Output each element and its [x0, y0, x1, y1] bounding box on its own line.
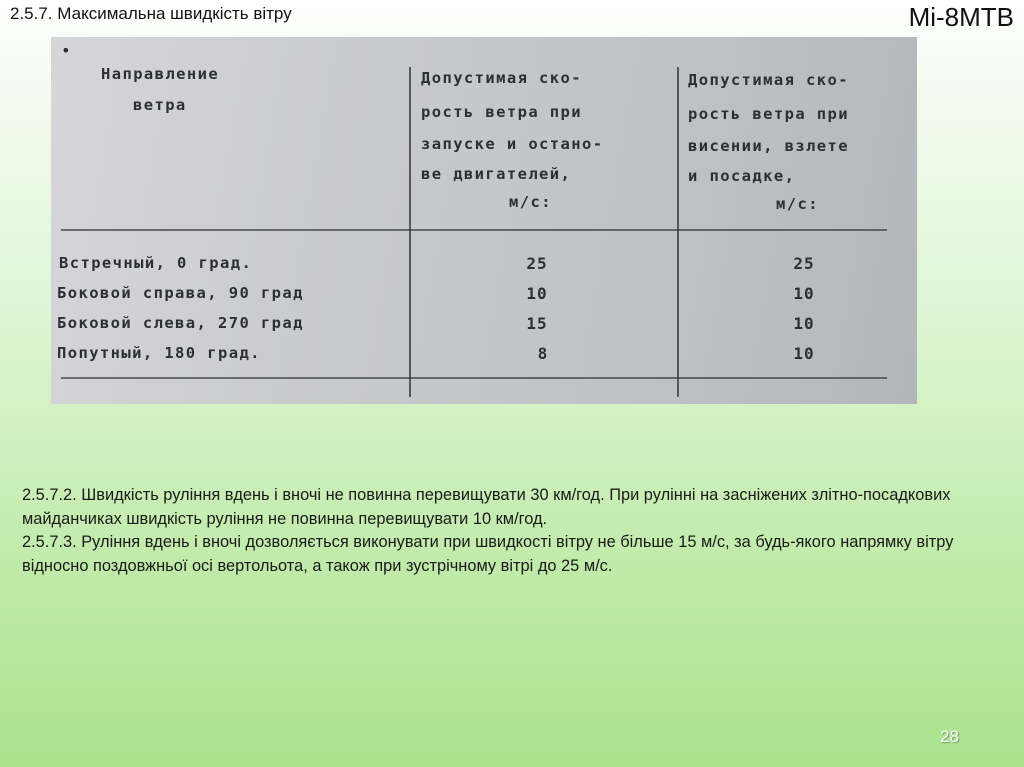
section-title: 2.5.7. Максимальна швидкість вітру [10, 4, 292, 23]
header-direction-line-1: Направление [101, 65, 220, 83]
header-hover-line-2: рость ветра при [688, 105, 849, 123]
row-direction-2: Боковой справа, 90 град [57, 284, 304, 302]
header-hover-line-4: и посадке, [688, 167, 796, 185]
row-engine-4: 8 [537, 344, 549, 363]
row-engine-1: 25 [526, 254, 548, 273]
row-hover-2: 10 [793, 284, 815, 303]
page-number: 28 [940, 727, 959, 746]
header-direction-line-2: ветра [133, 96, 187, 114]
column-divider-1 [409, 67, 411, 397]
row-engine-3: 15 [526, 314, 548, 333]
header-rule [61, 229, 887, 231]
header-engine-line-1: Допустимая ско- [421, 69, 582, 87]
header-engine-line-4: ве двигателей, [421, 165, 572, 183]
header-hover-line-1: Допустимая ско- [688, 71, 849, 89]
row-engine-2: 10 [526, 284, 548, 303]
paragraph-taxi-wind: 2.5.7.3. Руління вдень і вночі дозволяється виконувати при швидкості вітру не більше 15 м/с, за будь-якого напрямку вітру відносно поздовжньої осі вертольота, а також при зустрічному вітрі до 25 м/с. [22, 533, 954, 575]
scan-mark: • [61, 41, 71, 60]
row-direction-1: Встречный, 0 град. [59, 254, 253, 272]
model-title: Мі-8МТВ [908, 2, 1014, 32]
bottom-rule [61, 377, 887, 379]
header-engine-line-3: запуске и остано- [421, 135, 604, 153]
row-direction-4: Попутный, 180 град. [57, 344, 261, 362]
row-hover-3: 10 [793, 314, 815, 333]
row-direction-3: Боковой слева, 270 град [57, 314, 304, 332]
header-engine-line-2: рость ветра при [421, 103, 582, 121]
row-hover-4: 10 [793, 344, 815, 363]
body-text [22, 484, 1012, 578]
wind-table-scan [51, 37, 917, 404]
row-hover-1: 25 [793, 254, 815, 273]
header-engine-unit: м/с: [509, 193, 552, 211]
paragraph-taxi-speed: 2.5.7.2. Швидкість руління вдень і вночі не повинна перевищувати 30 км/год. При рулінні на засніжених злітно-посадкових майданчиках швидкість руління не повинна перевищувати 10 км/год. [22, 486, 951, 528]
header-hover-unit: м/с: [776, 195, 819, 213]
header-hover-line-3: висении, взлете [688, 137, 849, 155]
column-divider-2 [677, 67, 679, 397]
